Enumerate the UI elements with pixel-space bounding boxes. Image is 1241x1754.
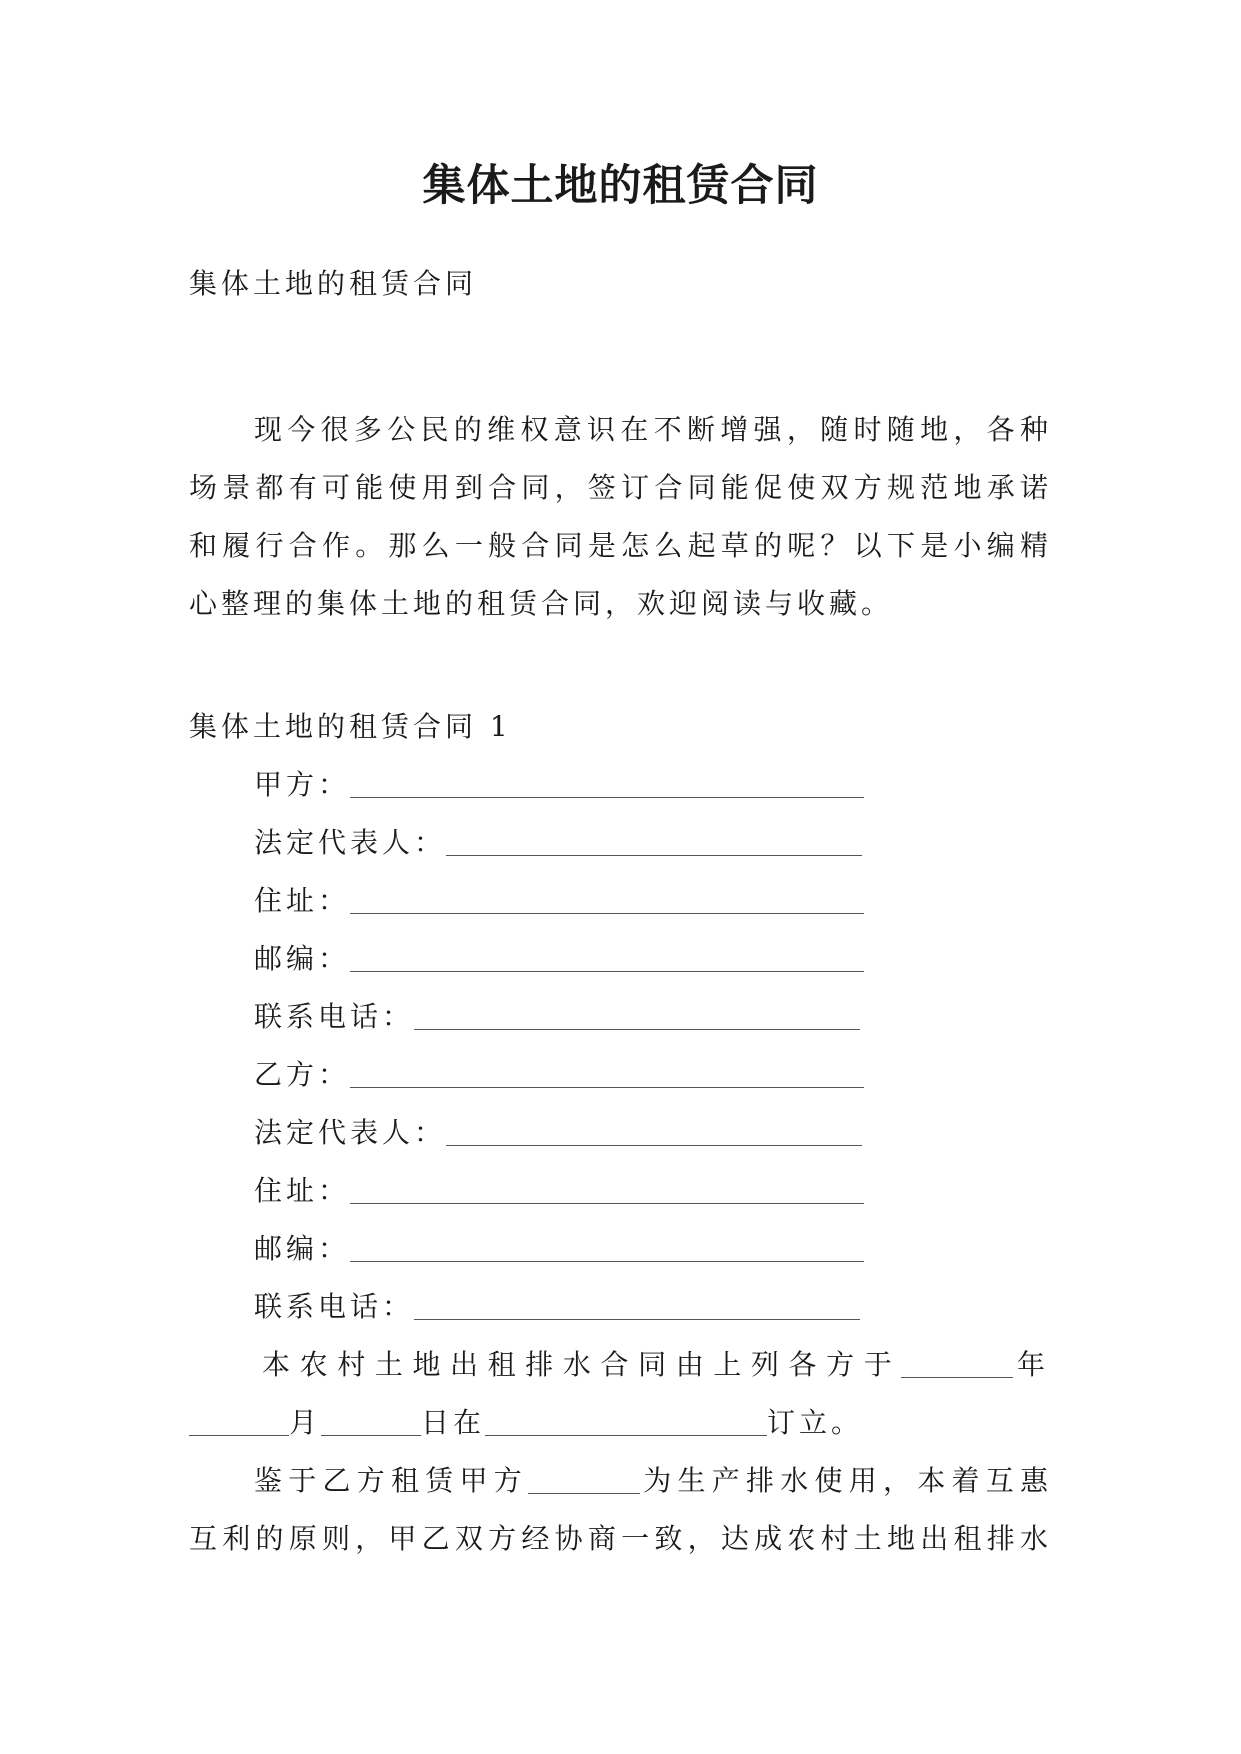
property-blank[interactable]	[528, 1463, 640, 1494]
field-party-b-address	[254, 1162, 864, 1220]
agreement-line-1	[262, 1336, 1051, 1394]
intro-line-1: 现今很多公民的维权意识在不断增强，随时随地，各种	[254, 413, 1051, 446]
fill-in-blank[interactable]	[350, 767, 864, 798]
field-party-b-representative	[254, 1104, 862, 1162]
field-label: 法定代表人：	[254, 826, 447, 859]
document-subtitle: 集体土地的租赁合同	[189, 267, 478, 300]
agreement-text: 本农村土地出租排水合同由上列各方于	[262, 1348, 902, 1381]
month-blank[interactable]	[189, 1405, 289, 1436]
field-label: 联系电话：	[254, 1000, 415, 1033]
field-party-b	[254, 1046, 864, 1104]
field-party-a-address	[254, 872, 864, 930]
field-party-a	[254, 756, 864, 814]
fill-in-blank[interactable]	[350, 1173, 864, 1204]
agreement-text: 月	[289, 1406, 322, 1439]
field-party-a-phone	[254, 988, 860, 1046]
field-label: 乙方：	[254, 1058, 351, 1091]
intro-line-3: 和履行合作。那么一般合同是怎么起草的呢？以下是小编精	[189, 529, 1051, 562]
field-label: 邮编：	[254, 1232, 351, 1265]
field-party-b-phone	[254, 1278, 860, 1336]
fill-in-blank[interactable]	[446, 825, 862, 856]
fill-in-blank[interactable]	[446, 1115, 862, 1146]
agreement-line-3	[254, 1452, 1051, 1510]
agreement-text: 日在	[421, 1406, 486, 1439]
fill-in-blank[interactable]	[350, 1231, 864, 1262]
agreement-text: 鉴于乙方租赁甲方	[254, 1464, 528, 1497]
field-label: 住址：	[254, 1174, 351, 1207]
field-label: 甲方：	[254, 768, 351, 801]
intro-line-4: 心整理的集体土地的租赁合同，欢迎阅读与收藏。	[189, 587, 894, 620]
day-blank[interactable]	[321, 1405, 421, 1436]
field-label: 联系电话：	[254, 1290, 415, 1323]
fill-in-blank[interactable]	[350, 1057, 864, 1088]
section-heading: 集体土地的租赁合同 1	[189, 710, 512, 743]
fill-in-blank[interactable]	[350, 941, 864, 972]
fill-in-blank[interactable]	[350, 883, 864, 914]
field-party-a-postcode	[254, 930, 864, 988]
agreement-text: 为生产排水使用，本着互惠	[640, 1464, 1051, 1497]
field-party-b-postcode	[254, 1220, 864, 1278]
field-party-a-representative	[254, 814, 862, 872]
agreement-line-4: 互利的原则，甲乙双方经协商一致，达成农村土地出租排水	[189, 1522, 1051, 1555]
fill-in-blank[interactable]	[414, 1289, 860, 1320]
fill-in-blank[interactable]	[414, 999, 860, 1030]
intro-line-2: 场景都有可能使用到合同，签订合同能促使双方规范地承诺	[189, 471, 1051, 504]
agreement-text: 订立。	[767, 1406, 864, 1439]
agreement-line-2	[189, 1394, 1051, 1452]
field-label: 住址：	[254, 884, 351, 917]
document-title: 集体土地的租赁合同	[422, 161, 819, 211]
field-label: 邮编：	[254, 942, 351, 975]
year-blank[interactable]	[901, 1347, 1013, 1378]
field-label: 法定代表人：	[254, 1116, 447, 1149]
agreement-text: 年	[1013, 1348, 1051, 1381]
place-blank[interactable]	[485, 1405, 767, 1436]
